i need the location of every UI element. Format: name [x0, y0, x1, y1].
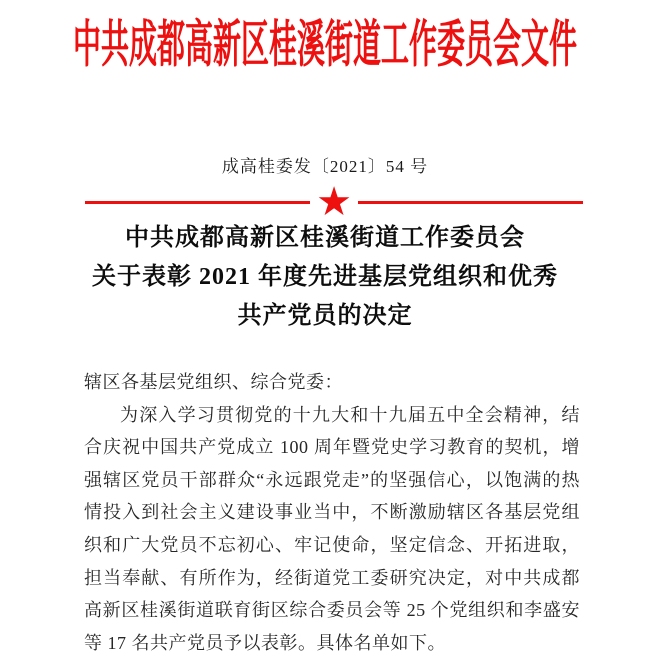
document-number: 成高桂委发〔2021〕54 号	[221, 157, 429, 176]
divider-line-left	[85, 201, 310, 204]
title-line-2: 关于表彰 2021 年度先进基层党组织和优秀	[92, 264, 558, 290]
salutation-line: 辖区各基层党组织、综合党委：	[84, 372, 343, 392]
divider-line-right	[358, 201, 583, 204]
red-header-banner: 中共成都高新区桂溪街道工作委员会文件	[72, 18, 577, 74]
title-line-1: 中共成都高新区桂溪街道工作委员会	[125, 225, 525, 251]
document-body	[84, 366, 580, 659]
document-title	[0, 219, 650, 336]
star-divider	[85, 181, 583, 223]
body-paragraph: 为深入学习贯彻党的十九大和十九届五中全会精神，结合庆祝中国共产党成立 100 周年暨党史学习教育的契机，增强辖区党员干部群众“永远跟党走”的坚强信心，以饱满的热情投入到社会主义建设事业当中，不断激励辖区各基层党组织和广大党员不忘初心、牢记使命，坚定信念、开拓进取，担当奉献、有所作为，经街道党工委研究决定，对中共成都高新区桂溪街道联育街区综合委员会等 25 个党组织和李盛安等 17 名共产党员予以表彰。具体名单如下。	[84, 404, 580, 653]
title-line-3: 共产党员的决定	[237, 303, 413, 329]
star-icon: ★	[316, 179, 352, 225]
